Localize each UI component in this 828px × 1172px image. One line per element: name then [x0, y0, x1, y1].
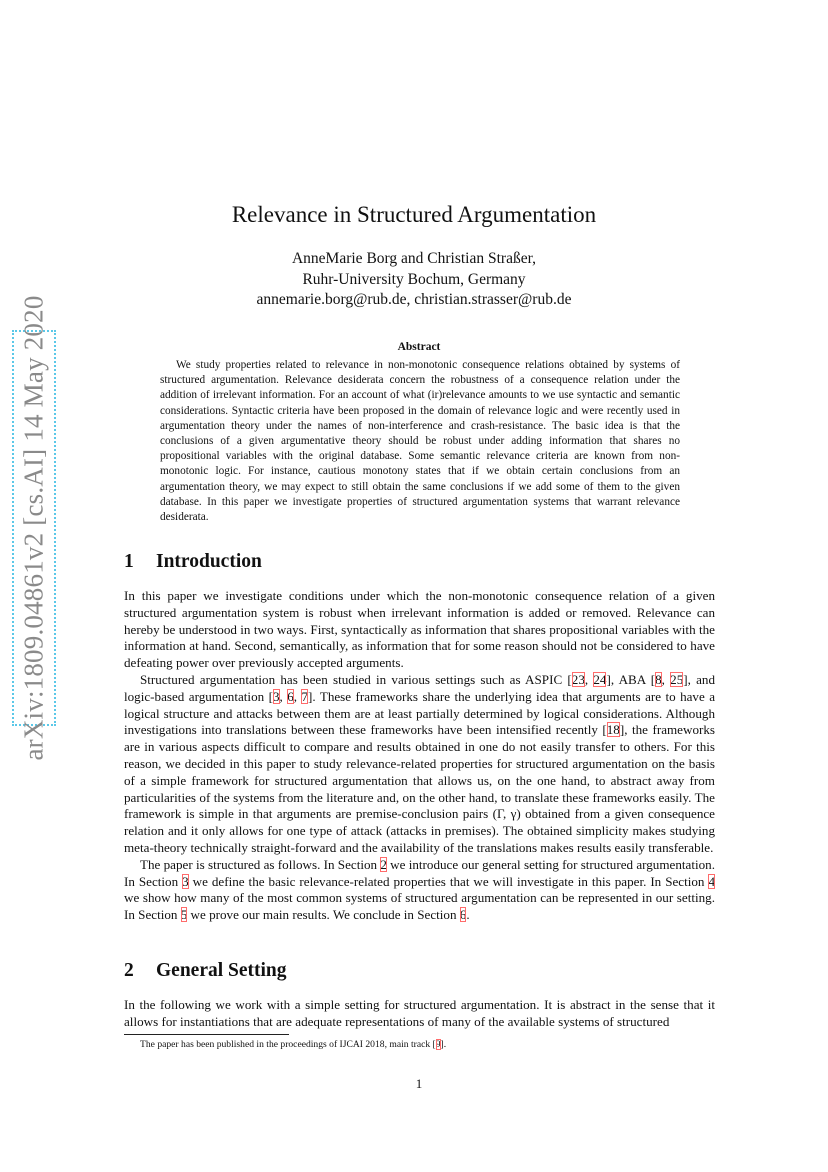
introduction-body: [124, 588, 715, 924]
section-title: Introduction: [156, 551, 262, 572]
section-number: 1: [124, 551, 134, 572]
arxiv-stamp: [12, 295, 56, 761]
section-number: 2: [124, 960, 134, 981]
citation-link[interactable]: 25: [670, 671, 684, 687]
setting-paragraph-1: In the following we work with a simple setting for structured argumentation. It is abstract in the sense that it allows for instantiations that are adequate representations of many of the available systems of structured: [124, 997, 715, 1029]
author-names: AnneMarie Borg and Christian Straßer,: [291, 250, 537, 267]
citation-link[interactable]: 9: [435, 1039, 441, 1050]
citation-link[interactable]: 23: [571, 671, 585, 687]
citation-link[interactable]: 8: [655, 671, 662, 687]
section-link[interactable]: 5: [180, 907, 188, 923]
intro-paragraph-3: The paper is structured as follows. In Section 2 we introduce our general setting for structured argumentation. In Section 3 we define the basic relevance-related properties that we will investigate in this paper. In Section 4 we show how many of the most common systems of structured argumentation can be represented in our setting. In Section 5 we prove our main results. We conclude in Section 6.: [124, 856, 715, 923]
footnote: The paper has been published in the proceedings of IJCAI 2018, main track [9].: [140, 1039, 447, 1050]
citation-link[interactable]: 18: [606, 722, 620, 738]
footnote-rule: [124, 1034, 289, 1035]
page-number: 1: [415, 1076, 423, 1091]
section-link[interactable]: 6: [459, 907, 467, 923]
citation-link[interactable]: 7: [301, 688, 308, 704]
citation-link[interactable]: 6: [287, 688, 294, 704]
section-title: General Setting: [156, 960, 287, 981]
author-block: [0, 249, 828, 311]
intro-paragraph-2: Structured argumentation has been studied in various settings such as ASPIC [23, 24], ABA [8, 25], and logic-based argumentation [3, 6, 7]. These frameworks share the underlying idea that arguments are to have a logical structure and attacks between them are at least partially determined by logical considerations. Although investigations into translations between these frameworks have been intensified recently [18], the frameworks are in various aspects difficult to compare and results obtained in one do not easily transfer to others. For this reason, we decided in this paper to study relevance-related properties for structured argumentation on the basis of a simple framework for structured argumentation that allows us, on the one hand, to abstract away from particularities of the systems from the literature and, on the other hand, to translate these frameworks easily. The framework is simple in that arguments are premise-conclusion pairs (Γ, γ) obtained from a given consequence relation and it only allows for one type of attack (attacks in premises). The obtained simplicity makes studying meta-theory technically straight-forward and the availability of the translations makes results easily transferable.: [124, 671, 716, 855]
arxiv-identifier: arXiv:1809.04861v2 [cs.AI] 14 May 2020: [18, 295, 49, 761]
paper-title: Relevance in Structured Argumentation: [231, 202, 597, 227]
abstract-heading: Abstract: [397, 341, 441, 353]
author-emails: annemarie.borg@rub.de, christian.strasser@rub.de: [256, 291, 572, 308]
citation-link[interactable]: 24: [593, 671, 607, 687]
intro-paragraph-1: In this paper we investigate conditions under which the non-monotonic consequence relation of a given structured argumentation system is robust when irrelevant information is added or removed. Relevance can hereby be understood in two ways. First, syntactically as information that shares propositional variables with the information at hand. Second, semantically, as information that for some reason should not be considered to have defeating power over previously accepted arguments.: [124, 588, 715, 671]
section-link[interactable]: 2: [380, 856, 387, 872]
section-heading-general-setting: [124, 960, 287, 982]
author-affiliation: Ruhr-University Bochum, Germany: [302, 270, 526, 288]
section-heading-introduction: [124, 551, 262, 573]
section-link[interactable]: 3: [182, 873, 189, 889]
section-link[interactable]: 4: [708, 873, 715, 889]
citation-link[interactable]: 3: [272, 688, 280, 704]
abstract-text: We study properties related to relevance in non-monotonic consequence relations obtained by systems of structured argumentation. Relevance desiderata concern the robustness of a consequence relation under the addition of irrelevant information. For an account of what (ir)relevance amounts to we use syntactic and semantic considerations. Syntactic criteria have been proposed in the domain of relevance logic and were recently used in argumentation theory under the names of non-interference and crash-resistance. The basic idea is that the conclusions of a given argumentative theory should be robust under adding information that shares no propositional variables with the original database. Some semantic relevance criteria are known from non-monotonic logic. For instance, cautious monotony states that if we obtain certain conclusions from an argumentation theory, we may expect to still obtain the same conclusions if we add some of them to the given database. In this paper we investigate properties of structured argumentation systems that warrant relevance desiderata.: [160, 359, 680, 524]
general-setting-body: [124, 997, 715, 1031]
